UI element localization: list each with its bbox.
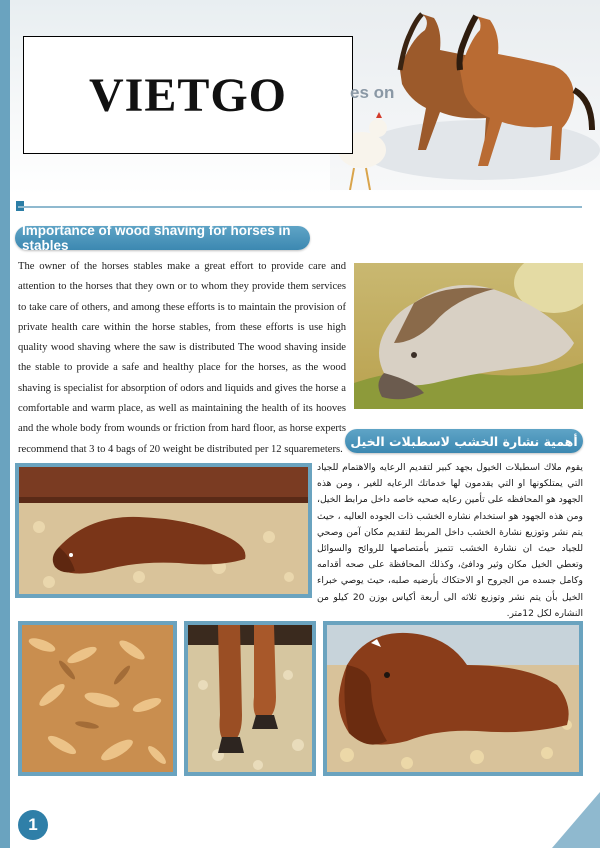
corner-decoration [552,792,600,848]
divider-line [18,206,582,208]
photo-horse-closeup [323,621,583,776]
logo-text: VIETGO [88,68,288,122]
section-heading-arabic: أهمية نشارة الخشب لاسطبلات الخيل [345,429,583,453]
paragraph-arabic: يقوم ملاك اسطبلات الخيول بجهد كبير لتقديم الرعايه والاهتمام للجياد التي يمتلكونها او التي يقدمون لها خدماتك الرعايه للغير ، ومن هذه الجهود هو المحافظه على تأمين رعايه صحيه خاصه داخل مرابط الخيل، ومن هذه الجهود هو استخدام نشاره الخشب ذات الجوده العاليه ، حيث يتم نشر وتوزيع نشارة الخشب داخل المربط لتقديم مكان آمن وصحي للجياد حيث ان نشارة الخشب تتميز بأمتصاصها للروائح والسوائل وتعطي الخيل مكان وثير ودافئ، وكذلك المحافظة على صحه أقدامه وكامل جسده من الجروح او الاحتكاك بأرضيه صلبه، حيث يوصي خبراء الخيل بأن يتم نشر وتوزيع ثلاثه الى أربعة أكياس بوزن 20 كيلو من النشاره لكل 12متر. [317,462,583,619]
logo-box [23,36,353,154]
page-edge-stripe [0,0,10,848]
section-heading-english: Importance of wood shaving for horses in stables [15,226,310,250]
paragraph-english: The owner of the horses stables make a great effort to provide care and attention to the horses that they own or to whom they provide them services to take care of others, and among these efforts is to maintain the provision of private health care within the horse stables, from these efforts is use high quality wood shaving where the saw is distributed The wood shaving inside the stable to provide a safe and healthy place for the horses, as the wood shaving is specialist for absorption of odors and liquids and gives the horse a comfortable and warm place, as well as maintaining the health of its hooves and the whole body from wounds or friction from hard floor, as horse experts recommend that 3 to 4 bags of 20 weight be distributed per 12 squaremeters. [18,261,346,455]
photo-horse-hooves [184,621,316,776]
photo-horse-lying-stall [15,463,312,598]
header-fragment-text: es on [350,83,395,102]
photo-wood-shavings [18,621,177,776]
page-number-badge: 1 [18,810,48,840]
photo-horse-lying-grass [354,263,583,409]
